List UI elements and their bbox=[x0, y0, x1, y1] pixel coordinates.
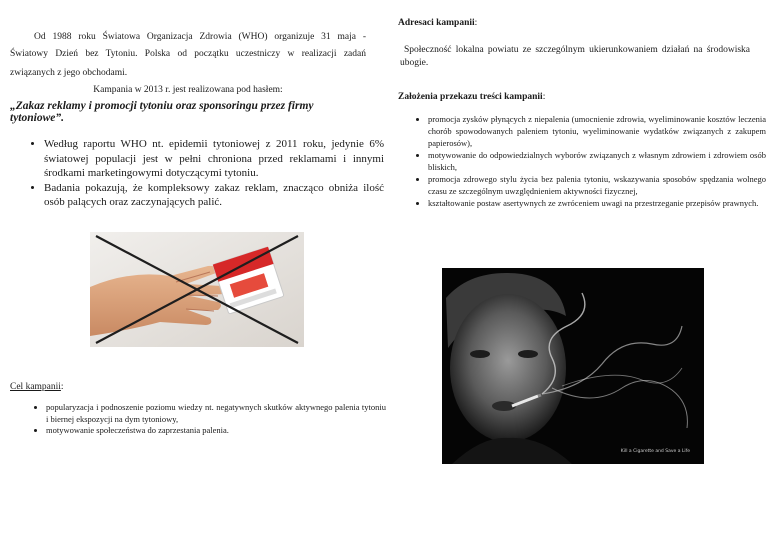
intro-line-3: związanych z jego obchodami. bbox=[10, 68, 128, 78]
facts-list bbox=[28, 137, 384, 210]
list-item: • promocja zdrowego stylu życia bez palenia tytoniu, wskazywania sposobów spędzania wolnego czasu ze szczególnym uwzględnieniem aktywności fizycznej, bbox=[428, 173, 766, 197]
assumptions-heading-colon: : bbox=[542, 92, 546, 102]
left-column bbox=[10, 0, 386, 543]
intro-paragraph bbox=[10, 30, 366, 44]
campaign-slogan: „Zakaz reklamy i promocji tytoniu oraz sponsoringu przez firmy tytoniowe”. bbox=[10, 100, 314, 124]
list-item: • promocja zysków płynących z niepalenia (umocnienie zdrowia, wyeliminowanie kosztów leczenia chorób spowodowanych paleniem tytoniu, wyeliminowanie wydatków związanych z zakupem papierosów), bbox=[428, 113, 766, 149]
list-item: • Badania pokazują, że kompleksowy zakaz reklam, znacząco obniża ilość osób palących oraz zaczynających palić. bbox=[44, 181, 384, 210]
crossed-out-cigarette-ad-image bbox=[90, 232, 304, 347]
audience-text: Społeczność lokalna powiatu ze szczególnym ukierunkowaniem działań na środowiska ubogie. bbox=[400, 45, 750, 68]
list-item: • motywowanie do odpowiedzialnych wyborów związanych z własnym zdrowiem i zdrowiem osób bliskich, bbox=[428, 149, 766, 173]
assumptions-list bbox=[412, 113, 766, 209]
audience-heading-colon: : bbox=[474, 18, 478, 28]
smoking-young-man-photo bbox=[442, 268, 704, 464]
goal-heading-colon: : bbox=[60, 382, 64, 392]
intro-line-1: Od 1988 roku Światowa Organizacja Zdrowia (WHO) organizuje 31 maja - bbox=[34, 32, 366, 42]
campaign-intro: Kampania w 2013 r. jest realizowana pod hasłem: bbox=[93, 85, 283, 95]
list-item: • popularyzacja i podnoszenie poziomu wiedzy nt. negatywnych skutków aktywnego palenia tytoniu i biernej ekspozycji na dym tytoniowy, bbox=[46, 402, 386, 425]
goals-list bbox=[30, 402, 386, 437]
right-column bbox=[398, 0, 766, 543]
list-item: • Według raportu WHO nt. epidemii tytoniowej z 2011 roku, jedynie 6% światowej populacji jest w pełni chroniona przed reklamami i innymi środkami marketingowymi dotyczącymi tytoniu. bbox=[44, 137, 384, 181]
audience-heading bbox=[398, 18, 477, 28]
photo-caption: Kill a Cigarette and Save a Life bbox=[620, 449, 690, 454]
list-item: • kształtowanie postaw asertywnych ze zwróceniem uwagi na przestrzeganie przepisów prawnych. bbox=[428, 197, 766, 209]
audience-heading-text: Adresaci kampanii bbox=[398, 18, 475, 28]
goal-heading-text: Cel kampanii bbox=[10, 382, 61, 392]
assumptions-heading bbox=[398, 92, 545, 102]
goal-heading bbox=[10, 380, 64, 394]
list-item: • motywowanie społeczeństwa do zaprzestania palenia. bbox=[46, 425, 386, 437]
intro-line-2: Światowy Dzień bez Tytoniu. Polska od początku uczestniczy w realizacji zadań bbox=[10, 49, 366, 59]
assumptions-heading-text: Założenia przekazu treści kampanii bbox=[398, 92, 543, 102]
